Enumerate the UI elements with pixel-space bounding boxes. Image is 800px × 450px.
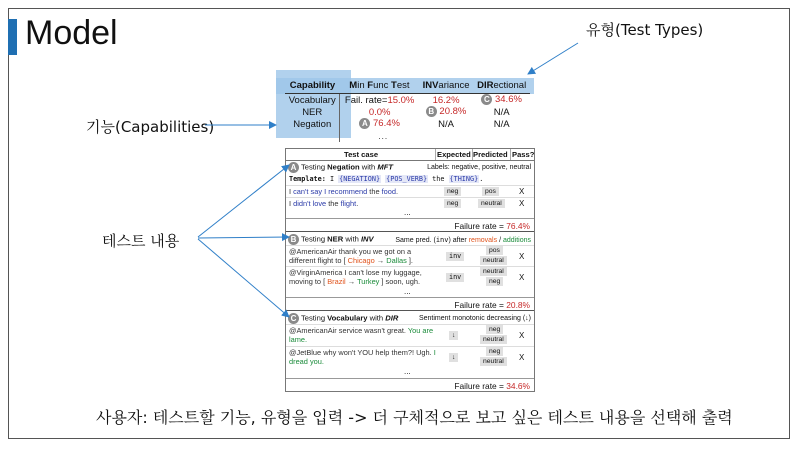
list-item: I can't say I recommend the food. xyxy=(289,187,399,196)
fail-mark: X xyxy=(519,252,525,261)
header-inv: INVariance xyxy=(419,78,473,94)
predicted-value: neutral xyxy=(480,267,507,276)
predicted-value: neg xyxy=(486,347,503,356)
expected-value: inv xyxy=(446,273,464,282)
predicted-value: pos xyxy=(482,187,499,196)
test-content-label: 테스트 내용 xyxy=(102,232,180,250)
expected-value: neg xyxy=(444,199,461,208)
header-expected: Expected xyxy=(437,150,471,159)
badge-b-icon[interactable]: B xyxy=(426,106,437,117)
expected-value: ↓ xyxy=(449,353,458,362)
failure-rate-c: Failure rate = 34.6% xyxy=(454,381,530,391)
arrow-to-test-types xyxy=(528,43,578,74)
predicted-value: neutral xyxy=(478,199,505,208)
more-dots: ... xyxy=(404,208,411,217)
predicted-value: neutral xyxy=(480,335,507,344)
table-row: Negation A 76.4% N/A N/A xyxy=(285,118,530,130)
predicted-value: neg xyxy=(486,277,503,286)
section-a-labels: Labels: negative, positive, neutral xyxy=(427,164,531,171)
more-dots: ... xyxy=(404,287,411,296)
table-row: NER 0.0% B 20.8% N/A xyxy=(285,106,530,118)
more-dots: ... xyxy=(378,131,389,141)
badge-c-icon[interactable]: C xyxy=(288,313,299,324)
arrow-to-section-b xyxy=(198,237,289,238)
footer-description: 사용자: 테스트할 기능, 유형을 입력 -> 더 구체적으로 보고 싶은 테스트 내용을 선택해 출력 xyxy=(96,408,733,427)
section-a-title: A Testing Negation with MFT xyxy=(288,162,393,173)
header-test-case: Test case xyxy=(344,150,379,159)
arrow-to-section-c xyxy=(198,239,289,317)
failure-rate-b: Failure rate = 20.8% xyxy=(454,300,530,310)
list-item: @VirginAmerica I can't lose my luggage, moving to [ Brazil → Turkey ] soon, ugh. xyxy=(289,268,422,286)
failure-rate-a: Failure rate = 76.4% xyxy=(454,221,530,231)
negation-template: Template: I {NEGATION} {POS_VERB} the {THING}. xyxy=(289,175,484,183)
predicted-value: neutral xyxy=(480,357,507,366)
section-b-title: B Testing NER with INV xyxy=(288,234,374,245)
section-c-title: C Testing Vocabulary with DIR xyxy=(288,313,398,324)
capabilities-label: 기능(Capabilities) xyxy=(86,118,215,136)
list-item: @AmericanAir service wasn't great. You are lame. xyxy=(289,326,434,344)
arrow-to-section-a xyxy=(198,165,289,237)
predicted-value: neutral xyxy=(480,256,507,265)
section-b-subtitle: Same pred. (inv) after removals / additions xyxy=(395,236,531,244)
fail-mark: X xyxy=(519,199,525,208)
badge-b-icon[interactable]: B xyxy=(288,234,299,245)
badge-a-icon[interactable]: A xyxy=(359,118,370,129)
header-predicted: Predicted xyxy=(473,150,508,159)
header-mft: Min Func Test xyxy=(340,78,419,94)
table-row: Vocabulary Fail. rate=15.0% 16.2% C 34.6% xyxy=(285,94,530,107)
header-dir: DIRectional xyxy=(473,78,530,94)
badge-c-icon[interactable]: C xyxy=(481,94,492,105)
list-item: @AmericanAir thank you we got on a different flight to [ Chicago → Dallas ]. xyxy=(289,247,413,265)
list-item: I didn't love the flight. xyxy=(289,199,359,208)
fail-mark: X xyxy=(519,273,525,282)
more-dots: ... xyxy=(404,367,411,376)
expected-value: ↓ xyxy=(449,331,458,340)
test-types-label: 유형(Test Types) xyxy=(586,21,704,39)
header-capability: Capability xyxy=(285,78,340,94)
predicted-value: pos xyxy=(486,246,503,255)
fail-mark: X xyxy=(519,187,525,196)
predicted-value: neg xyxy=(486,325,503,334)
section-c-subtitle: Sentiment monotonic decreasing (↓) xyxy=(418,315,531,322)
expected-value: inv xyxy=(446,252,464,261)
fail-mark: X xyxy=(519,331,525,340)
expected-value: neg xyxy=(444,187,461,196)
list-item: @JetBlue why won't YOU help them?! Ugh. I dread you. xyxy=(289,348,436,366)
badge-a-icon[interactable]: A xyxy=(288,162,299,173)
slide-title: Model xyxy=(25,14,118,52)
fail-mark: X xyxy=(519,353,525,362)
header-pass: Pass? xyxy=(512,150,535,159)
